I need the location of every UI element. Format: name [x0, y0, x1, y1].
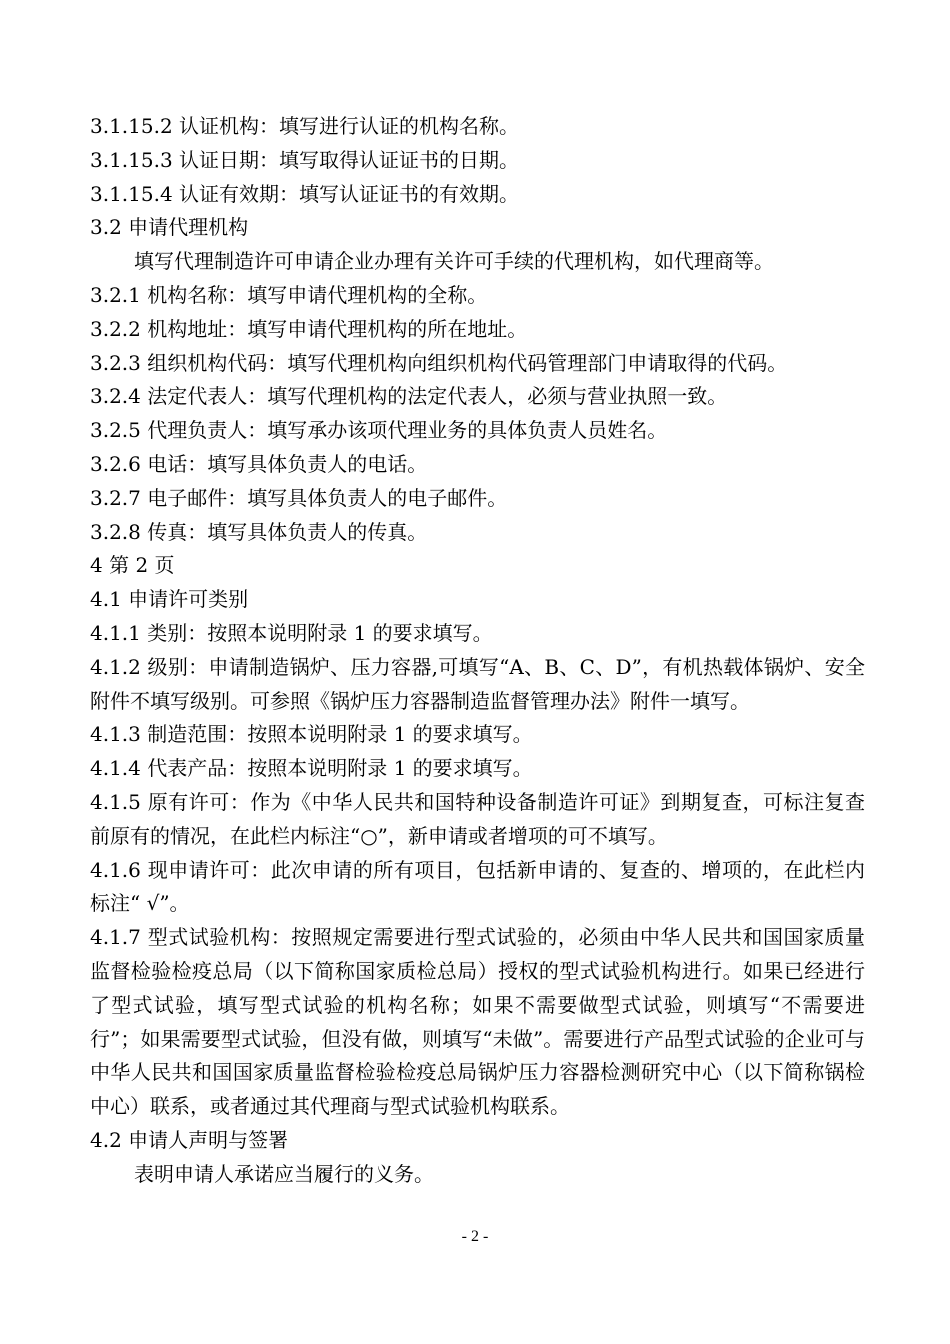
item-4-1-2: 4.1.2 级别：申请制造锅炉、压力容器,可填写“A、B、C、D”，有机热载体锅炉、安全附件不填写级别。可参照《锅炉压力容器制造监督管理办法》附件一填写。: [90, 654, 865, 713]
item-4-1-6: 4.1.6 现申请许可：此次申请的所有项目，包括新申请的、复查的、增项的，在此栏内标注“ √”。: [90, 857, 865, 916]
item-3-2-4: 3.2.4 法定代表人：填写代理机构的法定代表人，必须与营业执照一致。: [90, 384, 728, 409]
item-3-2-3: 3.2.3 组织机构代码：填写代理机构向组织机构代码管理部门申请取得的代码。: [90, 350, 788, 375]
item-3-2-1: 3.2.1 机构名称：填写申请代理机构的全称。: [90, 282, 488, 307]
item-4-1-5: 4.1.5 原有许可：作为《中华人民共和国特种设备制造许可证》到期复查，可标注复查前原有的情况，在此栏内标注“○”，新申请或者增项的可不填写。: [90, 789, 865, 848]
section-4-2-description: 表明申请人承诺应当履行的义务。: [134, 1161, 434, 1186]
page-number: - 2 -: [461, 1228, 489, 1245]
section-3-2-description: 填写代理制造许可申请企业办理有关许可手续的代理机构，如代理商等。: [134, 249, 774, 274]
item-3-1-15-2: 3.1.15.2 认证机构：填写进行认证的机构名称。: [90, 114, 520, 138]
item-3-2-5: 3.2.5 代理负责人：填写承办该项代理业务的具体负责人员姓名。: [90, 418, 668, 443]
item-3-1-15-3: 3.1.15.3 认证日期：填写取得认证证书的日期。: [90, 147, 520, 172]
item-3-2-8: 3.2.8 传真：填写具体负责人的传真。: [90, 519, 428, 544]
item-4-1-1: 4.1.1 类别：按照本说明附录 1 的要求填写。: [90, 620, 493, 645]
section-4-1-heading: 4.1 申请许可类别: [90, 587, 249, 612]
document-body: [90, 110, 865, 1192]
section-4-2-heading: 4.2 申请人声明与签署: [90, 1127, 289, 1152]
item-3-2-2: 3.2.2 机构地址：填写申请代理机构的所在地址。: [90, 316, 528, 341]
item-3-2-7: 3.2.7 电子邮件：填写具体负责人的电子邮件。: [90, 485, 508, 510]
item-3-2-6: 3.2.6 电话：填写具体负责人的电话。: [90, 451, 428, 476]
item-4-1-3: 4.1.3 制造范围：按照本说明附录 1 的要求填写。: [90, 722, 533, 747]
section-3-2-heading: 3.2 申请代理机构: [90, 215, 249, 240]
item-4-1-7: 4.1.7 型式试验机构：按照规定需要进行型式试验的，必须由中华人民共和国国家质量监督检验检疫总局（以下简称国家质检总局）授权的型式试验机构进行。如果已经进行了型式试验，填写型式试验的机构名称；如果不需要做型式试验，则填写“不需要进行”；如果需要型式试验，但没有做，则填写“未做”。需要进行产品型式试验的企业可与中华人民共和国国家质量监督检验检疫总局锅炉压力容器检测研究中心（以下简称锅检中心）联系，或者通过其代理商与型式试验机构联系。: [90, 925, 865, 1119]
section-4-heading: 4 第 2 页: [90, 553, 175, 578]
item-3-1-15-4: 3.1.15.4 认证有效期：填写认证证书的有效期。: [90, 181, 520, 206]
item-4-1-4: 4.1.4 代表产品：按照本说明附录 1 的要求填写。: [90, 756, 533, 781]
